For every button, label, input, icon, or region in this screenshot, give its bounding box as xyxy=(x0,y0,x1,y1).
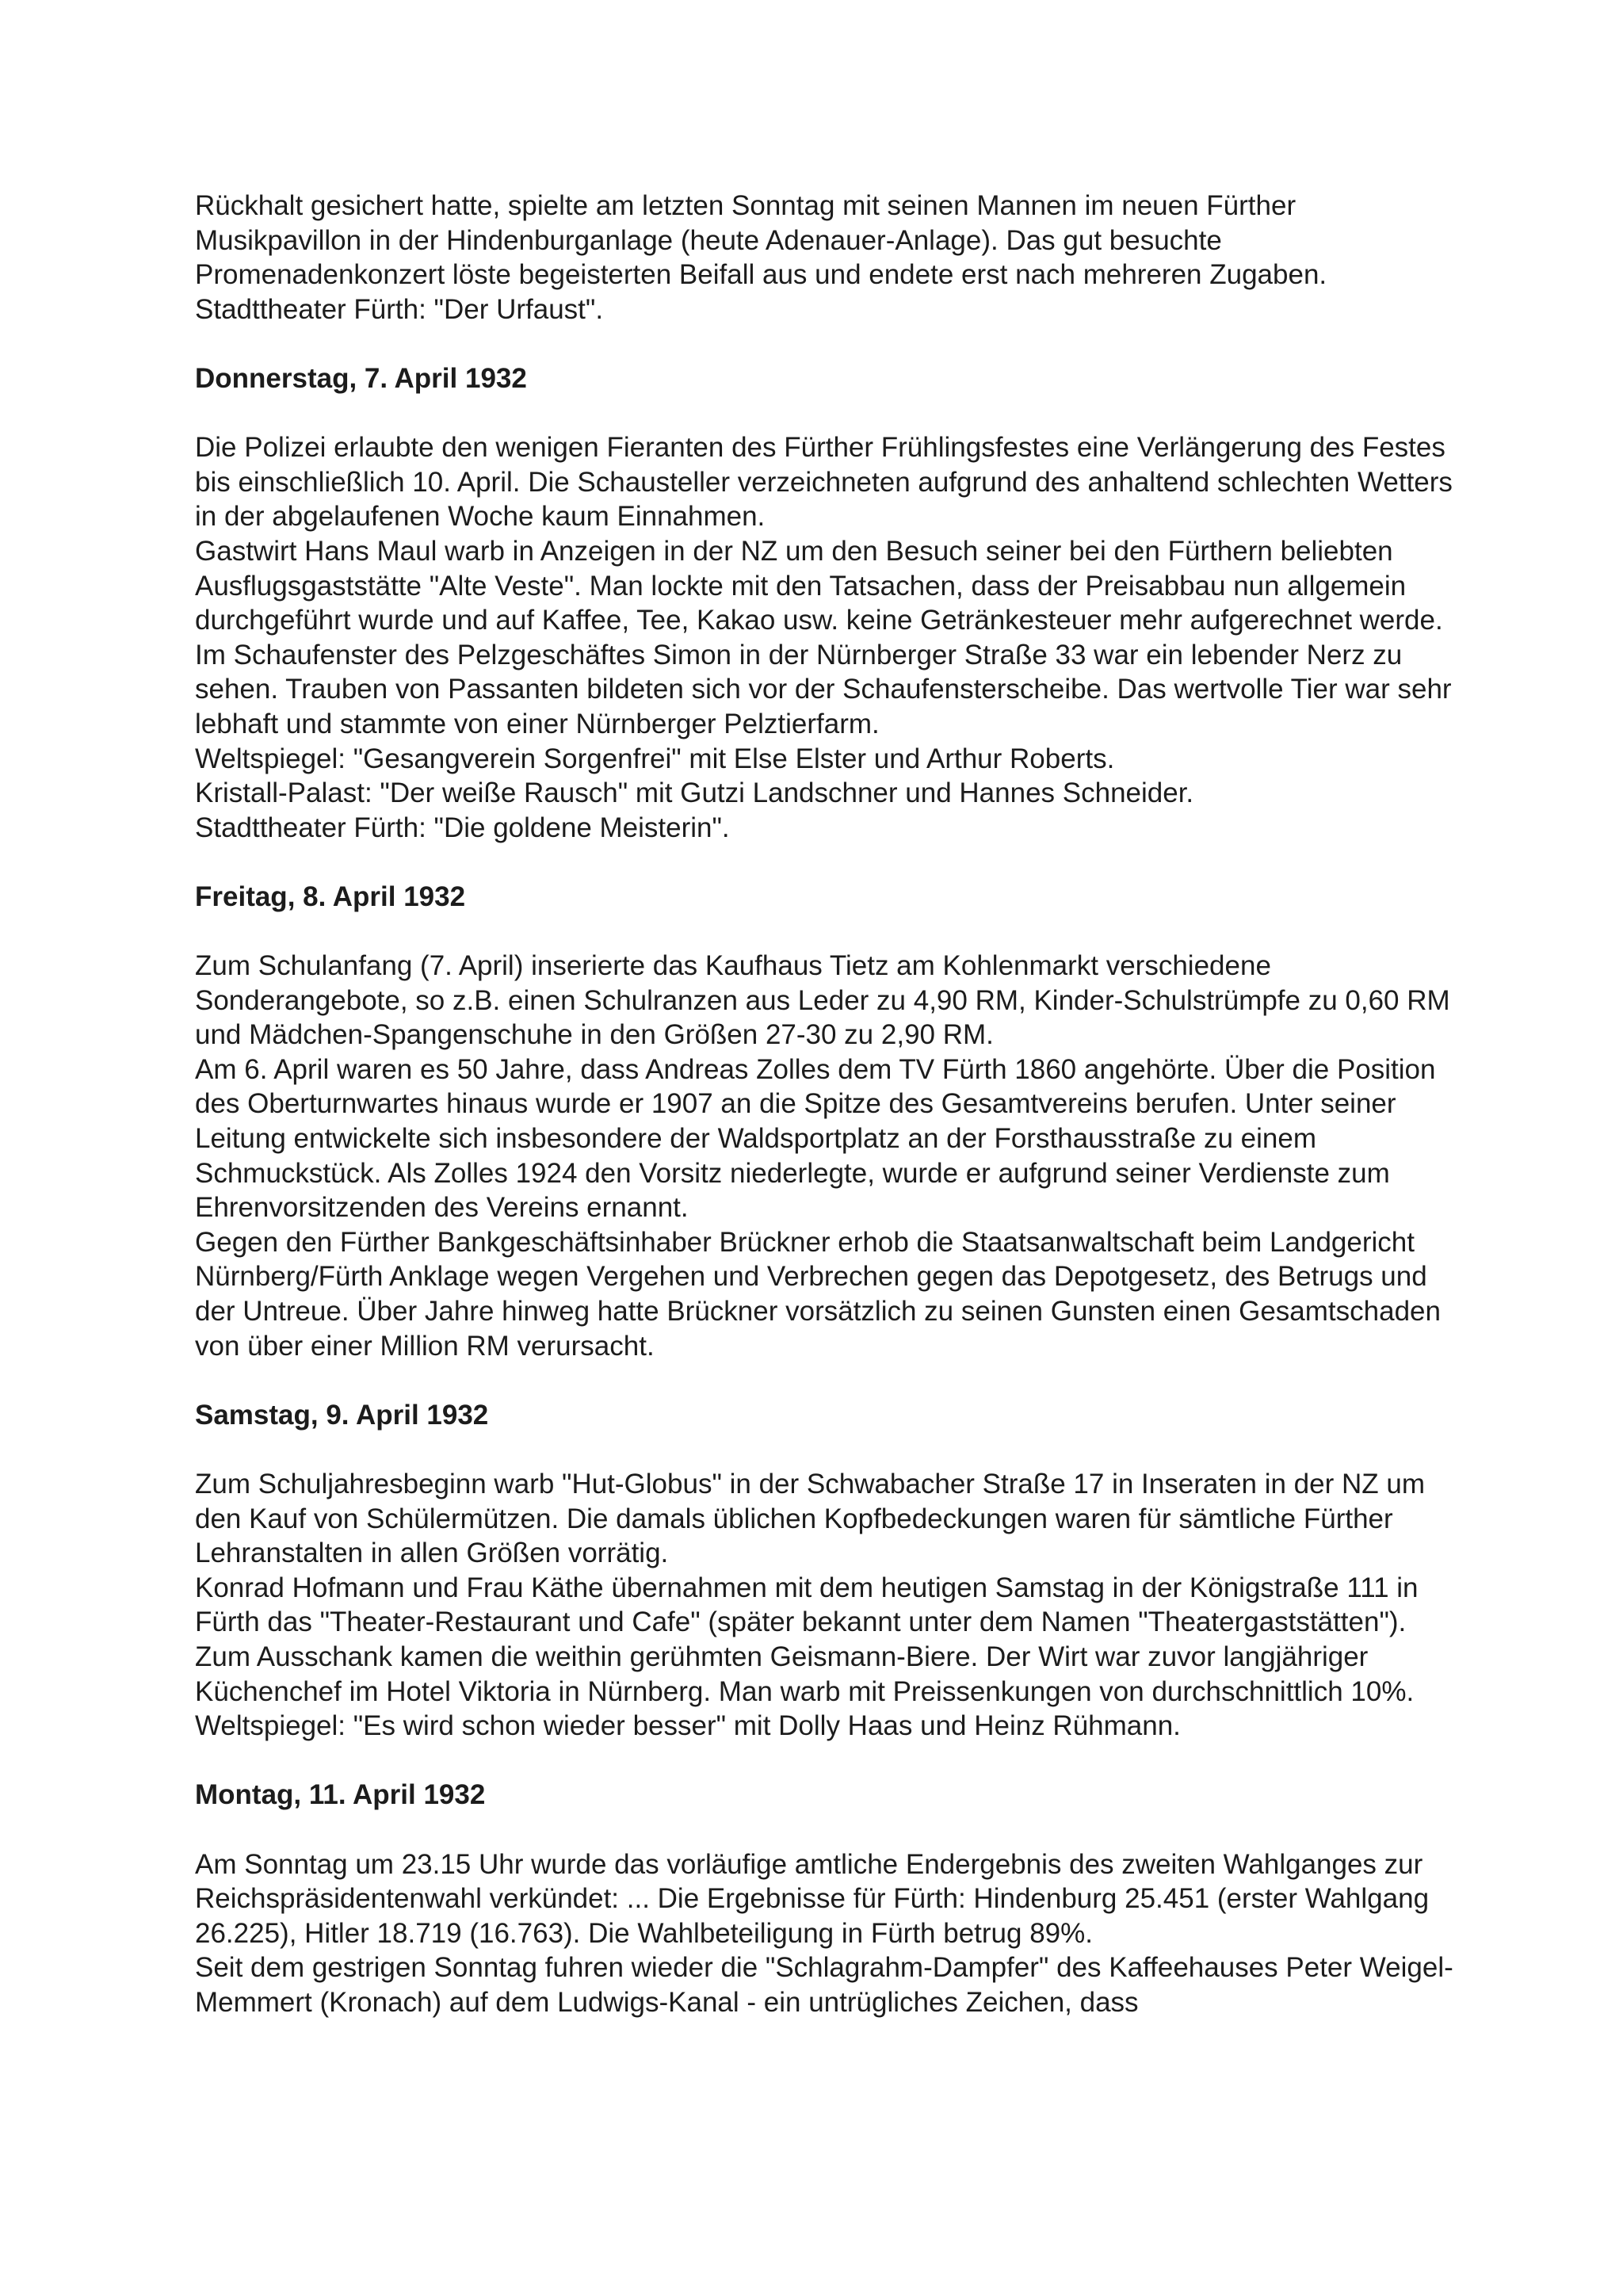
entry-paragraph: Kristall-Palast: "Der weiße Rausch" mit Gutzi Landschner und Hannes Schneider. xyxy=(195,777,1194,809)
document-body xyxy=(195,189,1455,2019)
intro-paragraph: Stadttheater Fürth: "Der Urfaust". xyxy=(195,293,604,325)
entry-paragraph: Zum Schuljahresbeginn warb "Hut-Globus" in der Schwabacher Straße 17 in Inseraten in der NZ um den Kauf von Schülermützen. Die damals üblichen Kopfbedeckungen waren für sämtliche Fürther Lehranstalten in allen Größen vorrätig. xyxy=(195,1468,1425,1569)
paragraph-spacer xyxy=(195,845,1455,880)
date-heading: Freitag, 8. April 1932 xyxy=(195,881,466,912)
date-heading: Montag, 11. April 1932 xyxy=(195,1779,486,1811)
paragraph-spacer xyxy=(195,1363,1455,1398)
entry-paragraph: Weltspiegel: "Es wird schon wieder besser" mit Dolly Haas und Heinz Rühmann. xyxy=(195,1710,1181,1742)
paragraph-spacer xyxy=(195,1432,1455,1467)
entry-paragraph: Seit dem gestrigen Sonntag fuhren wieder die "Schlagrahm-Dampfer" des Kaffeehauses Peter Weigel-Memmert (Kronach) auf dem Ludwigs-Kanal - ein untrügliches Zeichen, dass xyxy=(195,1952,1453,2018)
date-heading: Samstag, 9. April 1932 xyxy=(195,1399,489,1431)
intro-paragraph: Rückhalt gesichert hatte, spielte am letzten Sonntag mit seinen Mannen im neuen Fürther Musikpavillon in der Hindenburganlage (heute Adenauer-Anlage). Das gut besuchte Promenadenkonzert löste begeisterten Beifall aus und endete erst nach mehreren Zugaben. xyxy=(195,190,1327,291)
entry-paragraph: Die Polizei erlaubte den wenigen Fieranten des Fürther Frühlingsfestes eine Verlängerung des Festes bis einschließlich 10. April. Die Schausteller verzeichneten aufgrund des anhaltend schlechten Wetters in der abgelaufenen Woche kaum Einnahmen. xyxy=(195,432,1453,533)
paragraph-spacer xyxy=(195,1813,1455,1847)
entry-paragraph: Gegen den Fürther Bankgeschäftsinhaber Brückner erhob die Staatsanwaltschaft beim Landgericht Nürnberg/Fürth Anklage wegen Vergehen und Verbrechen gegen das Depotgesetz, des Betrugs und der Untreue. Über Jahre hinweg hatte Brückner vorsätzlich zu seinen Gunsten einen Gesamtschaden von über einer Million RM verursacht. xyxy=(195,1226,1441,1362)
entry-paragraph: Konrad Hofmann und Frau Käthe übernahmen mit dem heutigen Samstag in der Königstraße 111 in Fürth das "Theater-Restaurant und Cafe" (später bekannt unter dem Namen "Theatergaststätten"). Zum Ausschank kamen die weithin gerühmten Geismann-Biere. Der Wirt war zuvor langjähriger Küchenchef im Hotel Viktoria in Nürnberg. Man warb mit Preissenkungen von durchschnittlich 10%. xyxy=(195,1572,1419,1707)
entry-paragraph: Am Sonntag um 23.15 Uhr wurde das vorläufige amtliche Endergebnis des zweiten Wahlganges zur Reichspräsidentenwahl verkündet: ... Die Ergebnisse für Fürth: Hindenburg 25.451 (erster Wahlgang 26.225), Hitler 18.719 (16.763). Die Wahlbeteiligung in Fürth betrug 89%. xyxy=(195,1848,1430,1949)
paragraph-spacer xyxy=(195,1744,1455,1778)
entry-paragraph: Am 6. April waren es 50 Jahre, dass Andreas Zolles dem TV Fürth 1860 angehörte. Über die Position des Oberturnwartes hinaus wurde er 1907 an die Spitze des Gesamtvereins berufen. Unter seiner Leitung entwickelte sich insbesondere der Waldsportplatz an der Forsthausstraße zu einem Schmuckstück. Als Zolles 1924 den Vorsitz niederlegte, wurde er aufgrund seiner Verdienste zum Ehrenvorsitzenden des Vereins ernannt. xyxy=(195,1053,1436,1224)
date-heading: Donnerstag, 7. April 1932 xyxy=(195,362,527,394)
paragraph-spacer xyxy=(195,396,1455,431)
paragraph-spacer xyxy=(195,914,1455,949)
paragraph-spacer xyxy=(195,327,1455,361)
entry-paragraph: Gastwirt Hans Maul warb in Anzeigen in der NZ um den Besuch seiner bei den Fürthern beliebten Ausflugsgaststätte "Alte Veste". Man lockte mit den Tatsachen, dass der Preisabbau nun allgemein durchgeführt wurde und auf Kaffee, Tee, Kakao usw. keine Getränkesteuer mehr aufgerechnet werde. xyxy=(195,535,1443,636)
entry-paragraph: Weltspiegel: "Gesangverein Sorgenfrei" mit Else Elster und Arthur Roberts. xyxy=(195,743,1115,774)
entry-paragraph: Stadttheater Fürth: "Die goldene Meisterin". xyxy=(195,812,730,843)
entry-paragraph: Im Schaufenster des Pelzgeschäftes Simon in der Nürnberger Straße 33 war ein lebender Nerz zu sehen. Trauben von Passanten bildeten sich vor der Schaufensterscheibe. Das wertvolle Tier war sehr lebhaft und stammte von einer Nürnberger Pelztierfarm. xyxy=(195,639,1452,739)
entry-paragraph: Zum Schulanfang (7. April) inserierte das Kaufhaus Tietz am Kohlenmarkt verschiedene Sonderangebote, so z.B. einen Schulranzen aus Leder zu 4,90 RM, Kinder-Schulstrümpfe zu 0,60 RM und Mädchen-Spangenschuhe in den Größen 27-30 zu 2,90 RM. xyxy=(195,950,1450,1051)
